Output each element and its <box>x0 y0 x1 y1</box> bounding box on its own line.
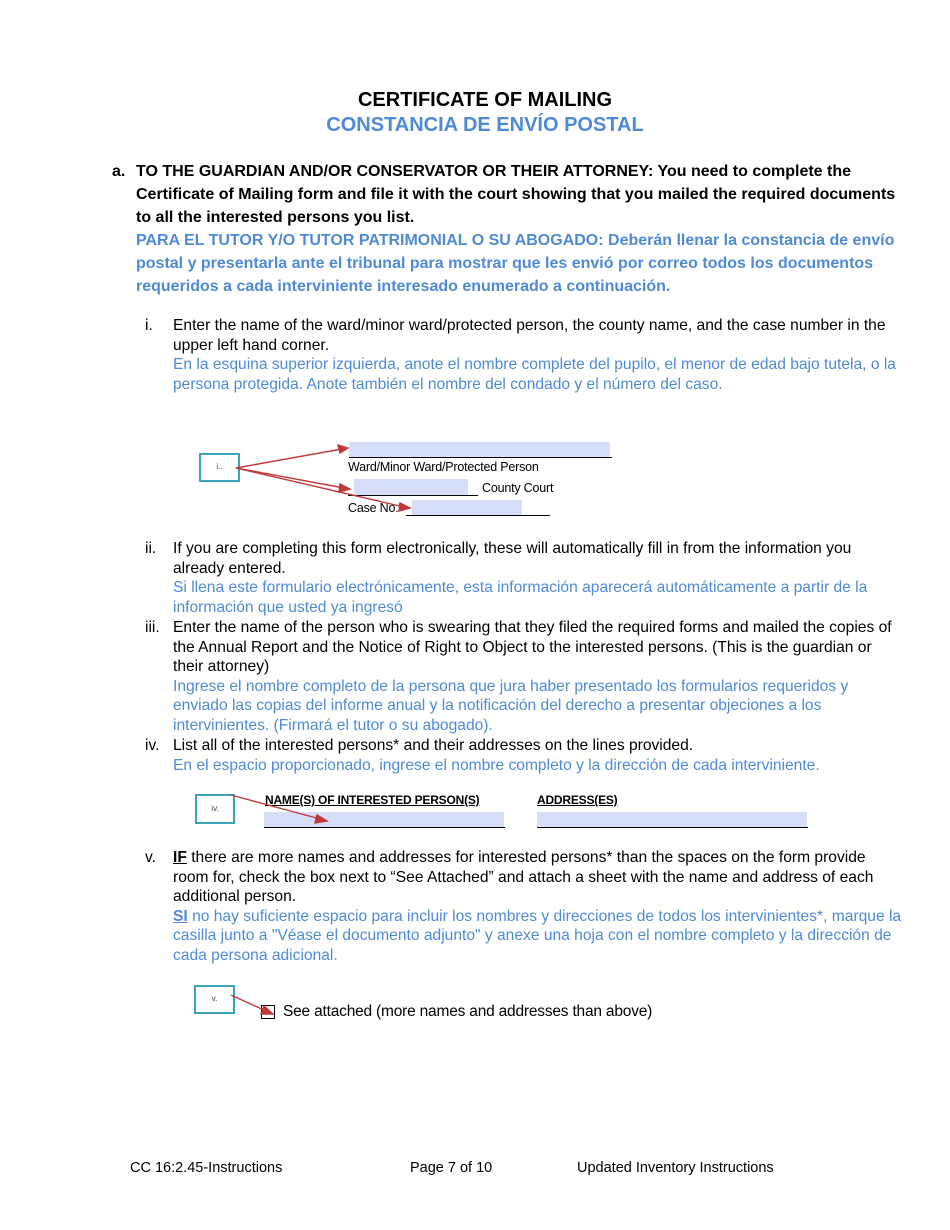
item-marker: iv. <box>145 737 160 754</box>
item-marker: iii. <box>145 619 160 636</box>
section-a-spanish: PARA EL TUTOR Y/O TUTOR PATRIMONIAL O SU ABOGADO: Deberán llenar la constancia de envío postal y presentarla ante el tribunal para mostrar que les envió por correo todos los documentos requeridos a cada interviniente interesado enumerado a continuación. <box>136 232 895 295</box>
item-spanish: Ingrese el nombre completo de la persona que jura haber presentado los formularios requeridos y enviado las copias del informe anual y la notificación del derecho a presentar objeciones a los intervinientes. (Firmará el tutor o su abogado). <box>173 677 849 734</box>
ward-label: Ward/Minor Ward/Protected Person <box>348 460 539 474</box>
item-marker: ii. <box>145 540 157 557</box>
names-header: NAME(S) OF INTERESTED PERSON(S) <box>265 793 480 807</box>
item-spanish: En la esquina superior izquierda, anote el nombre complete del pupilo, el menor de edad bajo tutela, o la persona protegida. Anote también el nombre del condado y el número del caso. <box>173 356 896 393</box>
item-english: If you are completing this form electronically, these will automatically fill in from the information you already entered. <box>173 540 852 577</box>
footer-page-number: Page 7 of 10 <box>410 1160 493 1176</box>
item-spanish-lead: SI <box>173 907 188 925</box>
title-english: CERTIFICATE OF MAILING <box>357 89 613 111</box>
item-english: Enter the name of the ward/minor ward/protected person, the county name, and the case number in the upper left hand corner. <box>173 317 886 354</box>
callout-v: v. <box>194 985 235 1014</box>
item-english: Enter the name of the person who is swearing that they filed the required forms and mailed the copies of the Annual Report and the Notice of Right to Object to the interested persons. (This is the guardian or their attorney) <box>173 619 892 676</box>
item-marker: v. <box>145 849 156 866</box>
item-spanish: Si llena este formulario electrónicamente, esta información aparecerá automáticamente a partir de la información que usted ya ingresó <box>173 579 868 616</box>
county-label: County Court <box>482 481 554 495</box>
case-number-label: Case No. <box>348 501 399 515</box>
item-english-lead: IF <box>173 849 187 866</box>
footer-form-id: CC 16:2.45-Instructions <box>130 1160 283 1176</box>
see-attached-label: See attached (more names and addresses than above) <box>283 1003 653 1020</box>
callout-i: i.. <box>199 453 240 482</box>
section-a-english: TO THE GUARDIAN AND/OR CONSERVATOR OR THEIR ATTORNEY: You need to complete the Certificate of Mailing form and file it with the court showing that you mailed the required documents to all the interested persons you list. <box>136 163 896 226</box>
item-english-rest: there are more names and addresses for interested persons* than the spaces on the form provide room for, check the box next to “See Attached” and attach a sheet with the name and address of each additional person. <box>173 849 874 906</box>
callout-iv: iv. <box>195 794 235 824</box>
item-marker: i. <box>145 317 153 334</box>
item-spanish-rest: no hay suficiente espacio para incluir los nombres y direcciones de todos los intervinientes*, marque la casilla junto a "Véase el documento adjunto" y anexe una hoja con el nombre completo y la dirección de cada persona adicional. <box>173 907 902 964</box>
item-english: List all of the interested persons* and their addresses on the lines provided. <box>173 737 694 754</box>
address-header: ADDRESS(ES) <box>537 793 618 807</box>
item-spanish: En el espacio proporcionado, ingrese el nombre completo y la dirección de cada interviniente. <box>173 756 820 774</box>
footer-doc-title: Updated Inventory Instructions <box>577 1160 774 1176</box>
section-a-marker: a. <box>112 163 126 180</box>
title-spanish: CONSTANCIA DE ENVÍO POSTAL <box>326 114 644 136</box>
